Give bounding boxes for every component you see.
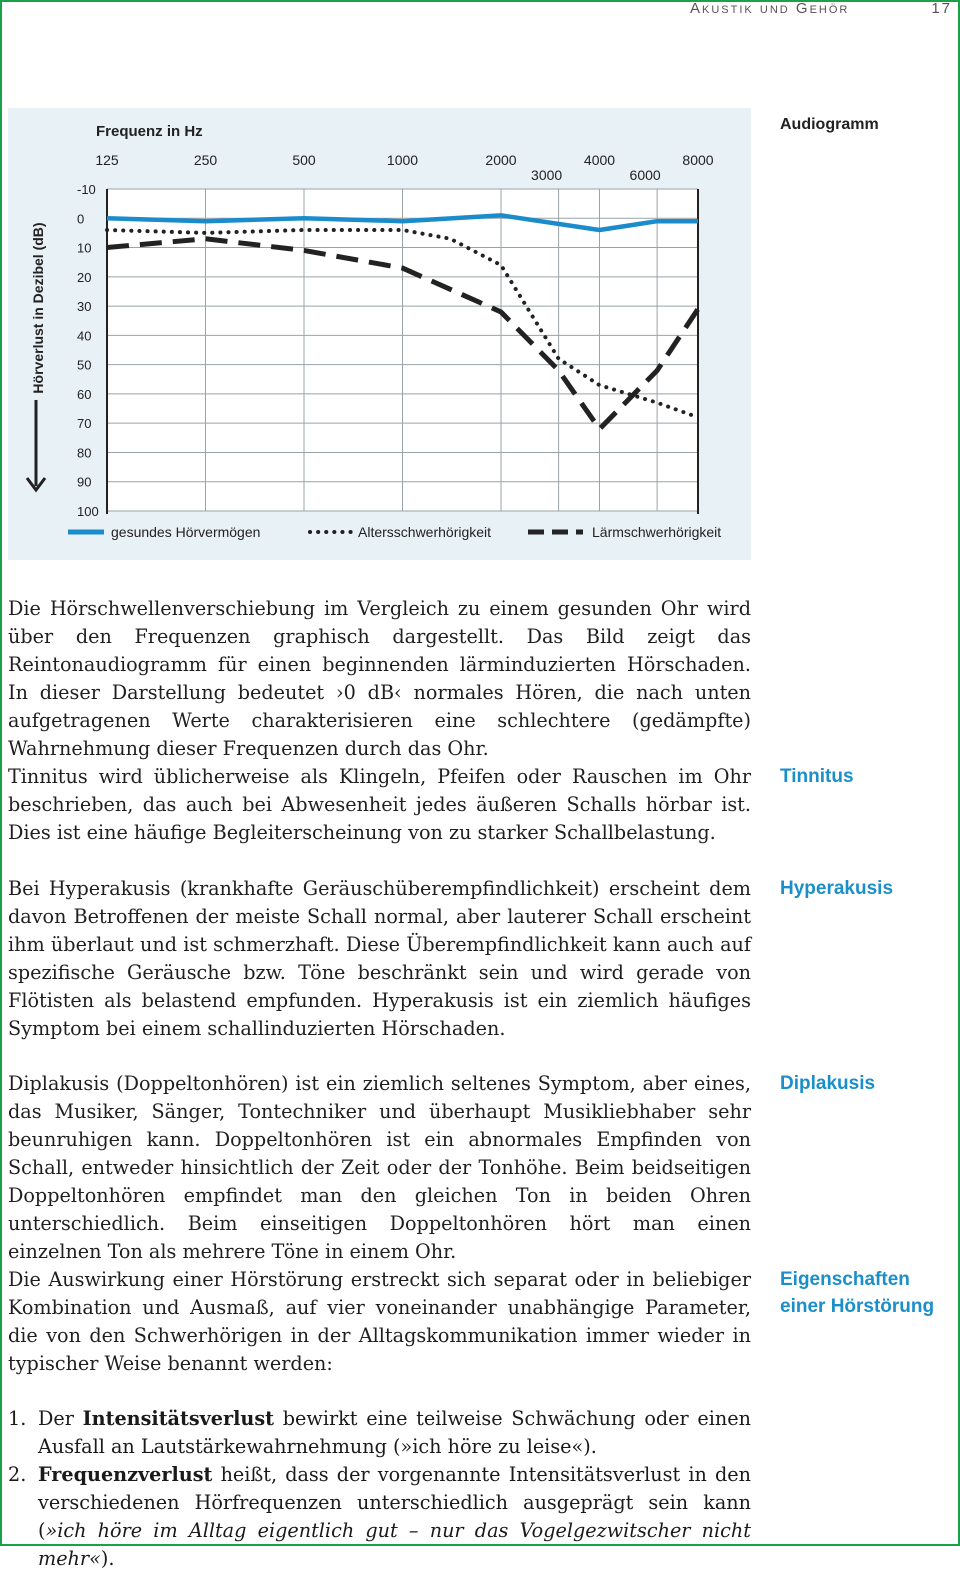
margin-note-eigenschaften-line2: einer Hörstörung xyxy=(780,1296,935,1317)
parameter-list xyxy=(8,1405,751,1573)
margin-note-eigenschaften-line1: Eigenschaften xyxy=(780,1269,910,1290)
audiogram-chart xyxy=(8,108,751,560)
paragraph-tinnitus: Tinnitus wird üblicherweise als Klingeln, Pfeifen oder Rauschen im Ohr beschrieben, das auch bei Abwesenheit jedes äußeren Schalls hörbar ist. Dies ist eine häufige Begleiterscheinung von zu starker Schallbelastung. xyxy=(8,765,751,844)
y-tick-label: 100 xyxy=(77,504,99,519)
y-tick-label: -10 xyxy=(77,182,96,197)
legend-label: Altersschwerhörigkeit xyxy=(358,524,492,540)
paragraph-parameters: Die Auswirkung einer Hörstörung erstreckt sich separat oder in beliebiger Kombination und Ausmaß, auf vier voneinander unabhängige Parameter, die von den Schwerhörigen in der Alltagskommunikation immer wieder in typischer Weise benannt werden: xyxy=(8,1268,751,1375)
audiogram-figure xyxy=(8,108,751,560)
x-tick-label: 500 xyxy=(292,152,316,168)
margin-note-hyperakusis: Hyperakusis xyxy=(780,878,894,899)
x-tick-label: 6000 xyxy=(629,167,661,183)
x-tick-label: 250 xyxy=(193,152,218,168)
running-head xyxy=(600,0,952,22)
y-tick-label: 20 xyxy=(77,269,92,285)
running-head-title: Akustik und Gehör xyxy=(690,0,850,17)
list-text: bewirkt eine teilweise Schwächung oder einen Ausfall an Lautstärkewahrnehmung (»ich höre zu leise«). xyxy=(38,1407,751,1458)
x-tick-label: 4000 xyxy=(583,152,616,168)
y-tick-label: 70 xyxy=(77,416,92,432)
chart-title: Frequenz in Hz xyxy=(96,123,203,140)
y-axis-label: Hörverlust in Dezibel (dB) xyxy=(30,222,46,394)
y-tick-label: 80 xyxy=(77,445,92,461)
list-quote: »ich höre im Alltag eigentlich gut – nur das Vogelgezwitscher nicht mehr« xyxy=(38,1519,751,1570)
list-number: 1. xyxy=(8,1407,27,1430)
y-tick-label: 50 xyxy=(77,357,92,373)
list-text: heißt, dass der vorgenannte Intensitätsverlust in den verschiedenen Hörfrequenzen unterschiedlich ausgeprägt sein kann ( xyxy=(38,1463,751,1542)
list-item xyxy=(8,1405,751,1461)
y-tick-label: 10 xyxy=(77,240,92,256)
y-tick-label: 90 xyxy=(77,474,92,490)
legend-label: Lärmschwerhörigkeit xyxy=(592,524,722,540)
x-tick-label: 8000 xyxy=(682,152,714,168)
list-number: 2. xyxy=(8,1463,27,1486)
list-prefix: Der xyxy=(38,1407,83,1430)
y-tick-label: 30 xyxy=(77,299,92,315)
paragraph-diplakusis: Diplakusis (Doppeltonhören) ist ein ziemlich seltenes Symptom, aber eines, das Musiker, Sänger, Tontechniker und überhaupt Musikliebhaber sehr beunruhigen kann. Doppeltonhören ist ein abnormales Empfinden von Schall, entweder hinsichtlich der Zeit oder der Tonhöhe. Beim beidseitigen Doppeltonhören empfindet man den gleichen Ton in beiden Ohren unterschiedlich. Beim einseitigen Doppeltonhören hört man einen einzelnen Ton als mehrere Töne in einem Ohr. xyxy=(8,1072,751,1263)
legend-label: gesundes Hörvermögen xyxy=(111,524,261,540)
x-tick-label: 125 xyxy=(95,152,119,168)
paragraph-audiogram: Die Hörschwellenverschiebung im Vergleich zu einem gesunden Ohr wird über den Frequenzen graphisch dargestellt. Das Bild zeigt das Reintonaudiogramm für einen beginnenden lärminduzierten Hörschaden. In dieser Darstellung bedeutet ›0 dB‹ normales Hören, die nach unten aufgetragenen Werte charakterisieren eine schlechtere (gedämpfte) Wahrnehmung dieser Frequenzen durch das Ohr. xyxy=(8,597,751,760)
y-tick-label: 0 xyxy=(77,211,85,227)
x-tick-label: 3000 xyxy=(531,167,563,183)
x-tick-label: 1000 xyxy=(386,152,419,168)
list-suffix: ). xyxy=(100,1547,115,1570)
page-number: 17 xyxy=(931,0,952,17)
list-item xyxy=(8,1461,751,1573)
y-tick-label: 40 xyxy=(77,328,92,344)
margin-note-tinnitus: Tinnitus xyxy=(780,766,854,787)
y-tick-label: 60 xyxy=(77,386,92,402)
list-term: Frequenzverlust xyxy=(38,1463,213,1486)
margin-note-audiogramm: Audiogramm xyxy=(780,116,879,133)
list-term: Intensitätsverlust xyxy=(82,1407,275,1430)
paragraph-hyperakusis: Bei Hyperakusis (krankhafte Geräuschüberempfindlichkeit) erscheint dem davon Betroffenen der meiste Schall normal, aber lauterer Schall erscheint ihm überlaut und ist schmerzhaft. Diese Überempfindlichkeit kann auch auf spezifische Geräusche bzw. Töne beschränkt sein und wird gerade von Flötisten als belastend empfunden. Hyperakusis ist ein ziemlich häufiges Symptom bei einem schallinduzierten Hörschaden. xyxy=(8,877,751,1040)
margin-note-eigenschaften xyxy=(780,1266,958,1320)
x-tick-label: 2000 xyxy=(485,152,517,168)
margin-note-diplakusis: Diplakusis xyxy=(780,1073,876,1094)
